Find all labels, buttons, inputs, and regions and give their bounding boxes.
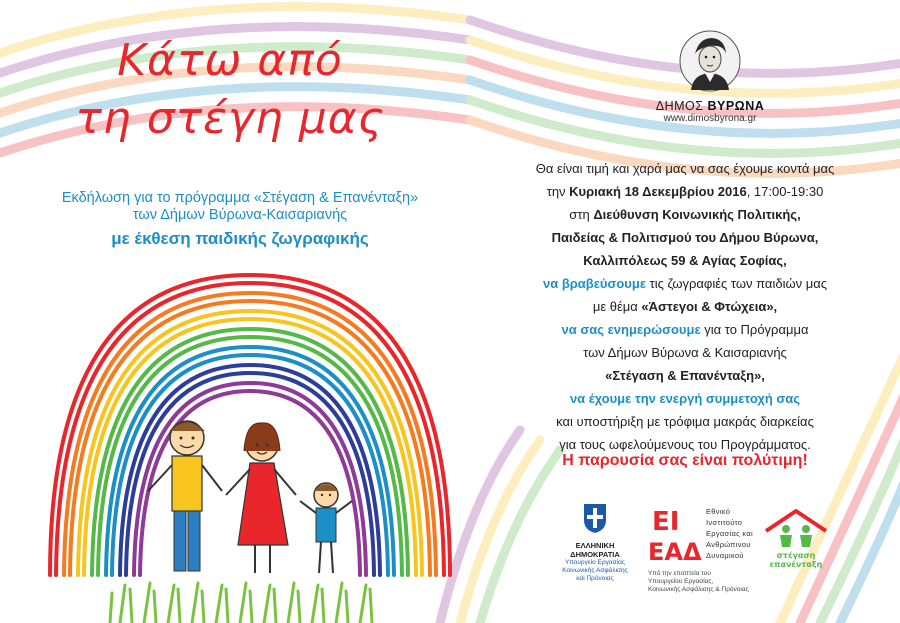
body-line: στη Διεύθυνση Κοινωνικής Πολιτικής, xyxy=(569,207,801,222)
dimos-name: ΔΗΜΟΣ ΒΥΡΩΝΑ xyxy=(655,99,765,113)
invitation-body xyxy=(480,157,890,456)
eiead-name: Εθνικό Ινστιτούτο Εργασίας και Ανθρώπινου Δυναμικού xyxy=(706,507,753,560)
ministry-line: Υπουργείο Εργασίας xyxy=(565,559,625,566)
event-title xyxy=(40,32,420,148)
hellenic-ministry-logo xyxy=(552,502,638,583)
event-subtitle xyxy=(20,190,460,247)
rainbow-family-drawing xyxy=(20,255,480,623)
mom-figure xyxy=(226,423,296,573)
stegasi-epanentaxi-logo xyxy=(760,505,832,569)
body-line: να έχουμε την ενεργή συμμετοχή σας xyxy=(569,391,801,406)
ministry-line: και Πρόνοιας xyxy=(576,575,614,582)
hellenic-title: ΕΛΛΗΝΙΚΗ ΔΗΜΟΚΡΑΤΙΑ xyxy=(570,541,620,559)
coat-of-arms-icon xyxy=(580,502,610,534)
body-line: Θα είναι τιμή και χαρά μας να σας έχουμε κοντά μας xyxy=(535,161,835,176)
body-line: Παιδείας & Πολιτισμού του Δήμου Βύρωνα, xyxy=(551,230,819,245)
subtitle-line-1: Εκδήλωση για το πρόγραμμα «Στέγαση & Επανένταξη» xyxy=(61,190,419,206)
title-line-2: τη στέγη μας xyxy=(75,93,385,144)
body-line: «Στέγαση & Επανένταξη», xyxy=(605,368,765,383)
closing-message: Η παρουσία σας είναι πολύτιμη! xyxy=(562,452,808,469)
child-figure xyxy=(300,483,352,573)
subtitle-line-2: των Δήμων Βύρωνα-Καισαριανής xyxy=(132,207,348,223)
body-line: των Δήμων Βύρωνα & Καισαριανής xyxy=(583,345,787,360)
lord-byron-portrait-icon xyxy=(679,30,741,92)
body-line: με θέμα «Άστεγοι & Φτώχεια», xyxy=(592,299,778,314)
body-line: και υποστήριξη με τρόφιμα μακράς διαρκείας xyxy=(556,414,814,429)
eiead-logo xyxy=(648,502,760,602)
dimos-url: www.dimosbyrona.gr xyxy=(663,113,757,124)
ministry-line: Κοινωνικής Ασφάλισης xyxy=(562,567,628,574)
body-line: να βραβεύσουμε τις ζωγραφιές των παιδιών μας xyxy=(543,276,827,291)
body-line: για τους ωφελούμενους του Προγράμματος. xyxy=(559,437,811,452)
stegasi-label: στέγαση xyxy=(776,551,816,560)
epanentaxi-label: επανένταξη xyxy=(769,560,823,569)
dimos-vyrona-logo xyxy=(650,30,770,124)
body-line: την Κυριακή 18 Δεκεμβρίου 2016, 17:00-19:30 xyxy=(546,184,824,199)
eiead-supervision: Υπό την εποπτεία του Υπουργείου Εργασίας, Κοινωνικής Ασφάλισης & Πρόνοιας xyxy=(648,570,749,593)
subtitle-line-3: με έκθεση παιδικής ζωγραφικής xyxy=(111,229,369,248)
title-line-1: Κάτω από xyxy=(117,35,343,86)
body-line: Καλλιπόλεως 59 & Αγίας Σοφίας, xyxy=(583,253,787,268)
eiead-mark-icon xyxy=(648,502,704,566)
eiead-letters-bottom: ΕΑΔ xyxy=(648,538,702,566)
body-line: να σας ενημερώσουμε για το Πρόγραμμα xyxy=(561,322,809,337)
eiead-letters-top: ΕΙ xyxy=(652,507,680,537)
